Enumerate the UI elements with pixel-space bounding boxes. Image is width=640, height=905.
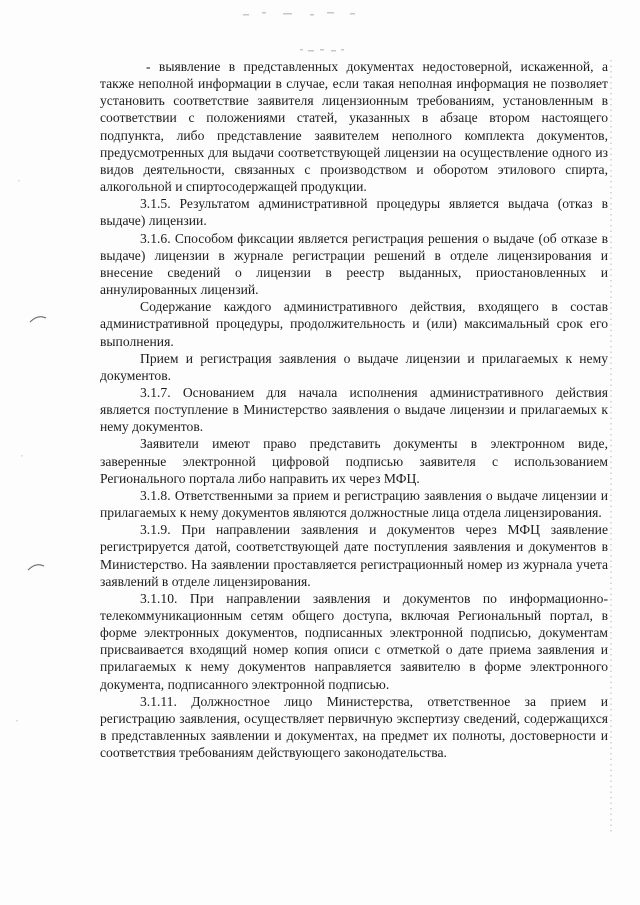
paragraph-3-1-8: 3.1.8. Ответственными за прием и регистрацию заявления о выдаче лицензии и прилагаемых к нему документов являются должностные лица отдела лицензирования. — [100, 487, 608, 521]
left-punch-mark-upper — [30, 317, 46, 322]
document-body — [100, 58, 608, 761]
paragraph-3-1-5: 3.1.5. Результатом административной процедуры является выдача (отказ в выдаче) лицензии. — [100, 196, 608, 229]
paragraph-3-1-6: 3.1.6. Способом фиксации является регистрация решения о выдаче (об отказе в выдаче) лицензии в журнале регистрации решений в отделе лицензирования и внесение сведений о лицензии в реестр выданных, приостановленных и аннулированных лицензий. — [100, 230, 608, 298]
paragraph-grounds-refusal: - выявление в представленных документах недостоверной, искаженной, а также неполной информации в случае, если такая неполная информация не позволяет установить соответствие заявителя лицензионным требованиям, установленным в соответствии с положениями статей, указанных в абзаце втором настоящего подпункта, либо представление заявителем неполного комплекта документов, предусмотренных для выдачи соответствующей лицензии на осуществление одного из видов деятельности, связанных с производством и оборотом этилового спирта, алкогольной и спиртосодержащей продукции. — [100, 59, 608, 195]
paragraph-3-1-11: 3.1.11. Должностное лицо Министерства, ответственное за прием и регистрацию заявления, осуществляет первичную экспертизу сведений, содержащихся в представленных заявлении и документах, на предмет их полноты, достоверности и соответствия требованиям действующего законодательства. — [100, 693, 608, 761]
left-punch-mark-lower — [28, 565, 44, 570]
paragraph-3-1-7: 3.1.7. Основанием для начала исполнения административного действия является поступление в Министерство заявления о выдаче лицензии и прилагаемых к нему документов. — [100, 384, 608, 435]
paragraph-3-1-9: 3.1.9. При направлении заявления и документов через МФЦ заявление регистрируется датой, соответствующей дате поступления заявления и документов в Министерство. На заявлении проставляется регистрационный номер из журнала учета заявлений в отделе лицензирования. — [100, 522, 608, 589]
paragraph-electronic-submission: Заявители имеют право представить документы в электронном виде, заверенные электронной цифровой подписью заявителя с использованием Регионального портала либо направить их через МФЦ. — [100, 436, 608, 486]
paragraph-actions-content: Содержание каждого административного действия, входящего в состав административной процедуры, продолжительность и (или) максимальный срок его выполнения. — [100, 299, 608, 349]
paragraph-3-1-10: 3.1.10. При направлении заявления и документов по информационно-телекоммуникационным сетям общего доступа, включая Региональный портал, в форме электронных документов, подписанных электронной подписью, документам присваивается входящий номер копия описи с отметкой о дате приема заявления и прилагаемых к нему документов направляется заявителю в форме электронного документа, подписанного электронной подписью. — [100, 590, 608, 692]
paragraph-reception-registration: Прием и регистрация заявления о выдаче лицензии и прилагаемых к нему документов. — [100, 350, 608, 383]
top-scan-noise — [243, 12, 355, 52]
left-margin-noise — [16, 180, 23, 722]
